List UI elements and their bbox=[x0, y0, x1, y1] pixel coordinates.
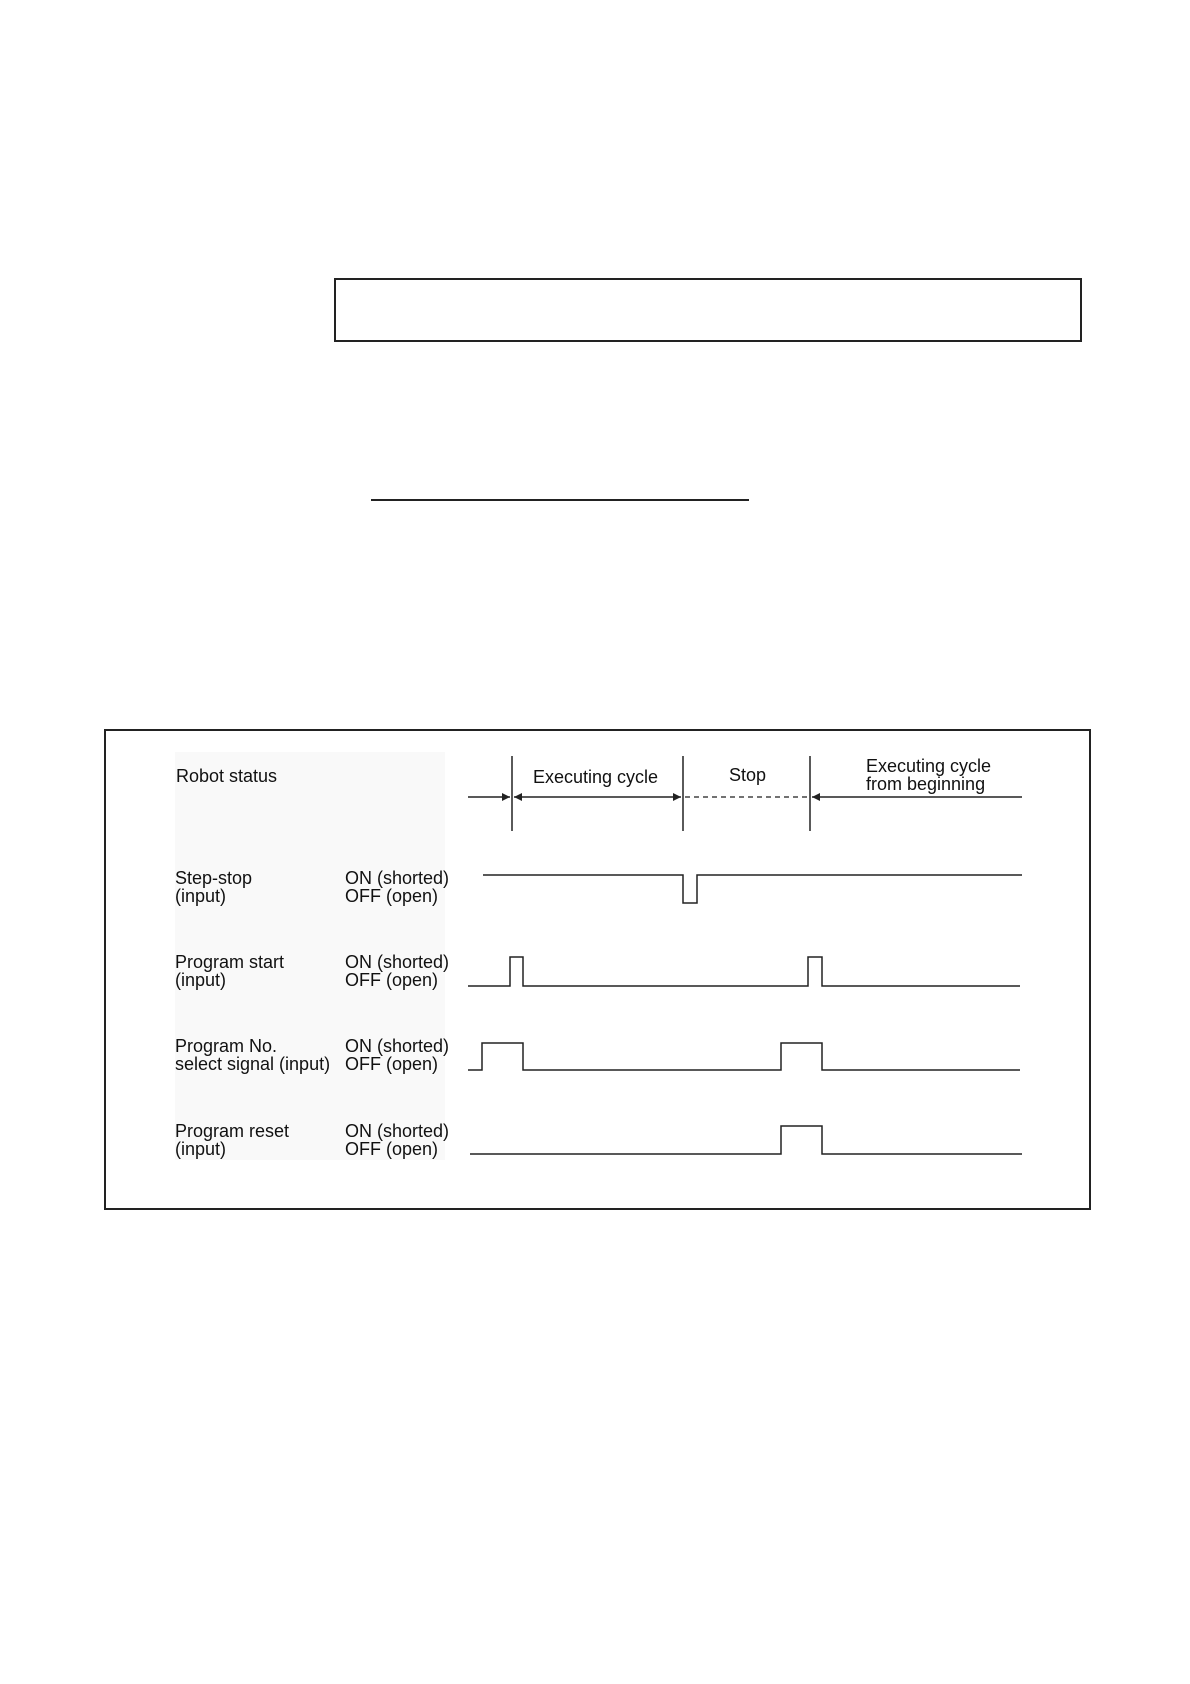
waveform-program-start bbox=[468, 957, 1020, 986]
state-on-step-stop: ON (shorted) bbox=[345, 868, 450, 888]
state-off-program-reset: OFF (open) bbox=[345, 1139, 439, 1159]
signal-name-step-stop-1: Step-stop bbox=[175, 868, 253, 888]
signal-name-program-no-1: Program No. bbox=[175, 1036, 278, 1056]
state-off-program-no: OFF (open) bbox=[345, 1054, 439, 1074]
phase-label-executing-cycle: Executing cycle bbox=[533, 767, 659, 787]
signal-name-program-start-2: (input) bbox=[175, 970, 227, 990]
phase-label-executing-from-beginning-1: Executing cycle bbox=[866, 756, 992, 776]
waveform-program-reset bbox=[470, 1126, 1022, 1154]
state-off-step-stop: OFF (open) bbox=[345, 886, 439, 906]
signal-name-program-reset-1: Program reset bbox=[175, 1121, 290, 1141]
robot-status-label: Robot status bbox=[176, 766, 278, 786]
state-off-program-start: OFF (open) bbox=[345, 970, 439, 990]
signal-name-program-reset-2: (input) bbox=[175, 1139, 227, 1159]
signal-name-step-stop-2: (input) bbox=[175, 886, 227, 906]
waveform-step-stop bbox=[483, 875, 1022, 903]
phase-label-executing-from-beginning-2: from beginning bbox=[866, 774, 986, 794]
signal-name-program-no-2: select signal (input) bbox=[175, 1054, 331, 1074]
phase-label-stop: Stop bbox=[729, 765, 767, 785]
signal-name-program-start-1: Program start bbox=[175, 952, 285, 972]
state-on-program-start: ON (shorted) bbox=[345, 952, 450, 972]
waveform-program-no-select bbox=[468, 1043, 1020, 1070]
state-on-program-no: ON (shorted) bbox=[345, 1036, 450, 1056]
state-on-program-reset: ON (shorted) bbox=[345, 1121, 450, 1141]
